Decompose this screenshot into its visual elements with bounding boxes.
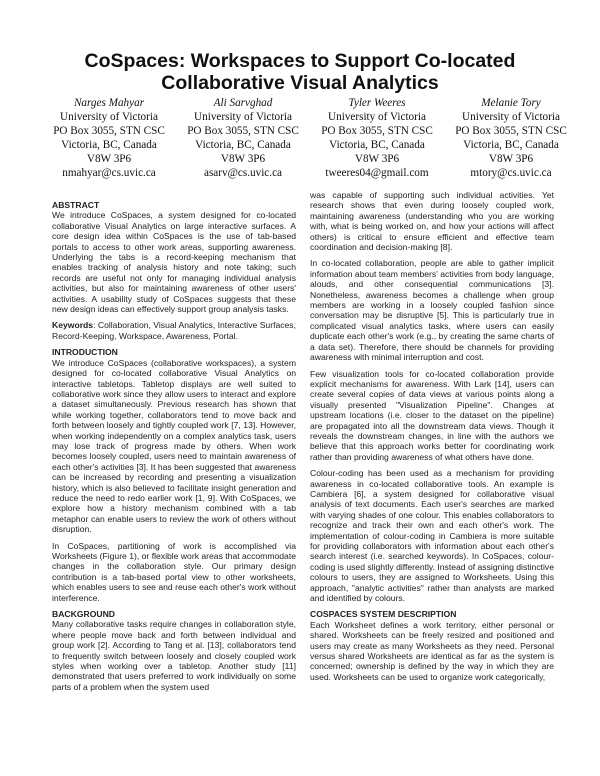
author-affiliation: University of Victoria bbox=[328, 111, 426, 123]
introduction-paragraph: We introduce CoSpaces (collaborative workspaces), a system designed for co-located collaborative Visual Analytics on interactive tabletops. Tabletop displays are well suited to collaborative work since they allow users to interact and explore a dataset simultaneously. Previous research has shown that while working together, collaborators tend to move back and forth between loosely and tightly coupled work [7, 13]. However, when working independently on a complex analytics task, users may lose track of progress made by others. When work becomes loosely coupled, users need to maintain awareness of each other's activities [3]. It has been suggested that awareness can be increased by recording and presenting a visualization history, which is also believed to facilitate insight generation and reduce the need to redo earlier work [1, 9]. With CoSpaces, we explore how a history mechanism combined with a tab metaphor can enable users to review the work of others without disruption. bbox=[52, 357, 296, 535]
author-city: Victoria, BC, Canada bbox=[61, 139, 157, 151]
author-name: Narges Mahyar bbox=[73, 97, 145, 109]
author-4 bbox=[446, 96, 576, 180]
author-city: Victoria, BC, Canada bbox=[195, 139, 291, 151]
author-email: asarv@cs.uvic.ca bbox=[203, 167, 282, 179]
author-city: Victoria, BC, Canada bbox=[463, 139, 559, 151]
author-3 bbox=[312, 96, 442, 180]
right-column bbox=[310, 190, 554, 688]
abstract-heading: ABSTRACT bbox=[52, 200, 100, 210]
system-description-heading: COSPACES SYSTEM DESCRIPTION bbox=[310, 609, 457, 620]
author-1 bbox=[44, 96, 174, 180]
system-description-paragraph: Each Worksheet defines a work territory, either personal or shared. Worksheets can be freely resized and positioned and users may create as many Worksheets as they need. Personal versus shared Worksheets are identical as far as the system is concerned; ownership is defined by the way in which they are used. Worksheets can be used to organize work categorically, bbox=[310, 619, 554, 682]
author-affiliation: University of Victoria bbox=[194, 111, 292, 123]
author-postal: V8W 3P6 bbox=[354, 153, 400, 165]
author-email: nmahyar@cs.uvic.ca bbox=[62, 167, 156, 179]
background-paragraph: was capable of supporting such individual activities. Yet research shows that even during loosely coupled work, maintaining awareness (understanding who you are working with, what is being worked on, and how your actions will affect others) is critical to ensure efficient and effective team coordination and decision-making [8]. bbox=[310, 190, 554, 253]
author-postal: V8W 3P6 bbox=[86, 153, 132, 165]
author-name: Tyler Weeres bbox=[348, 97, 406, 109]
author-address: PO Box 3055, STN CSC bbox=[455, 125, 567, 137]
background-heading: BACKGROUND bbox=[52, 609, 116, 620]
author-postal: V8W 3P6 bbox=[488, 153, 534, 165]
keywords-text: : Collaboration, Visual Analytics, Interactive Surfaces, Record-Keeping, Workspace, Awareness, Portal. bbox=[52, 320, 296, 341]
author-address: PO Box 3055, STN CSC bbox=[53, 125, 165, 137]
background-paragraph: Colour-coding has been used as a mechanism for providing awareness in co-located collaborative tools. An example is Cambiera [6], a system designed for collaborative visual analysis of text documents. Each user's searches are marked with varying shades of one colour. This enables collaborators to recognize and track their own and each other's work. The implementation of colour-coding in Cambiera is more suitable for providing collaborators with information about each other's search interest (i.e. searched keywords). In CoSpaces, colour-coding is used slightly differently. Instead of assigning distinctive colours to users, they are assigned to Worksheets. Using this approach, "analytic activities" rather than analysts are marked and identified by colours. bbox=[310, 468, 554, 604]
author-block bbox=[44, 96, 576, 180]
author-email: mtory@cs.uvic.ca bbox=[470, 167, 552, 179]
author-2 bbox=[178, 96, 308, 180]
background-paragraph: Many collaborative tasks require changes in collaboration style, where people move back and forth between individual and group work [2]. According to Tang et al. [13], collaborators tend to frequently switch between loosely and closely coupled work styles when working over a tabletop. Another study [11] demonstrated that users preferred to work individually on some parts of a problem when the system used bbox=[52, 619, 296, 692]
author-city: Victoria, BC, Canada bbox=[329, 139, 425, 151]
author-address: PO Box 3055, STN CSC bbox=[187, 125, 299, 137]
keywords bbox=[52, 320, 296, 341]
abstract-text: We introduce CoSpaces, a system designed for co-located collaborative Visual Analytics on large interactive surfaces. A core design idea within CoSpaces is the use of tab-based portals to access to other work areas, supporting awareness. Underlying the tabs is a record-keeping mechanism that enables tracking of analysis history and note taking; such records are useful not only for managing individual analysis activities, but also for maintaining awareness of other users' activities. A usability study of CoSpaces suggests that these new design ideas can effectively support group analysis tasks. bbox=[52, 210, 296, 315]
author-name: Ali Sarvghad bbox=[213, 97, 273, 109]
paper-title: CoSpaces: Workspaces to Support Co-located Collaborative Visual Analytics bbox=[84, 50, 516, 94]
introduction-heading: INTRODUCTION bbox=[52, 347, 118, 358]
author-email: tweeres04@gmail.com bbox=[325, 167, 429, 179]
left-column bbox=[52, 200, 296, 698]
author-address: PO Box 3055, STN CSC bbox=[321, 125, 433, 137]
author-name: Melanie Tory bbox=[481, 97, 541, 109]
background-paragraph: Few visualization tools for co-located collaboration provide explicit mechanisms for awareness. With Lark [14], users can create several copies of data views at various points along a visually presented "Visualization Pipeline". Changes at upstream locations (i.e. closer to the dataset on the pipeline) are propagated into all the downstream data views. Though it reveals the downstream changes, in line with the authors we believe that this approach works better for coordinating work rather than providing awareness of what others have done. bbox=[310, 368, 554, 462]
author-postal: V8W 3P6 bbox=[220, 153, 266, 165]
author-affiliation: University of Victoria bbox=[60, 111, 158, 123]
background-paragraph: In co-located collaboration, people are able to gather implicit information about team members' activities from body language, alouds, and other consequential communications [3]. Nonetheless, awareness becomes a challenge when group members are working in a loosely coupled fashion since conversation may be disruptive [5]. This is particularly true in complicated visual analytics tasks, where users can easily duplicate each other's work (e.g., by creating the same charts of a data set). Therefore, there should be channels for providing awareness with minimal interruption and cost. bbox=[310, 258, 554, 363]
introduction-paragraph: In CoSpaces, partitioning of work is accomplished via Worksheets (Figure 1), or flexible work areas that accommodate changes in the collaboration style. Our primary design contribution is a tab-based portal view to other worksheets, which enables users to see and reuse each other's work without interference. bbox=[52, 540, 296, 603]
keywords-label: Keywords bbox=[52, 320, 94, 331]
author-affiliation: University of Victoria bbox=[462, 111, 560, 123]
